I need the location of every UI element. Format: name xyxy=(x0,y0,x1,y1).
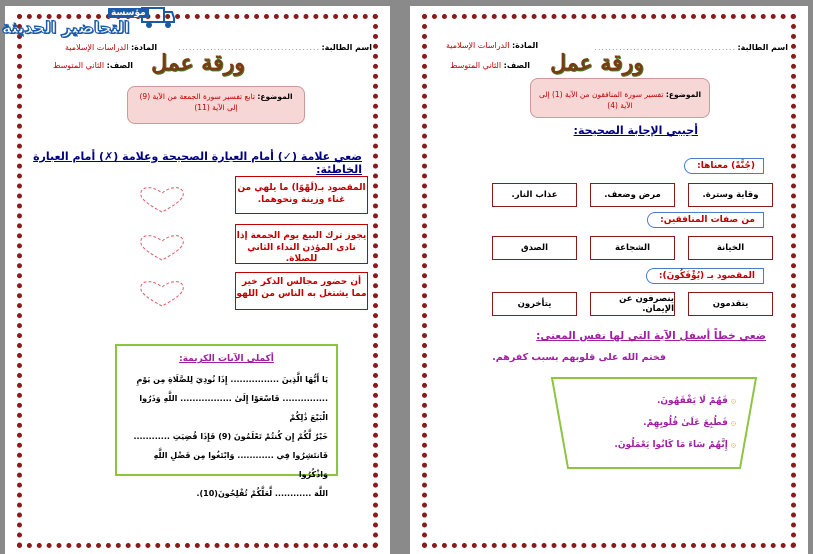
verse-line: اللَّهَ ............ لَّعَلَّكُمْ تُفْلِحُونَ(10). xyxy=(196,489,328,498)
verse-line: يَا أَيُّهَا الَّذِينَ ................ إِذَا نُودِيَ لِلصَّلَاةِ مِن يَوْمِ xyxy=(136,375,328,384)
answer-heart-1[interactable] xyxy=(137,186,187,214)
q3-option-1[interactable]: يتقدمون xyxy=(688,292,773,316)
watermark-line-2: التحاضير الحديثة xyxy=(2,18,130,37)
meaning-sentence: فختم الله على قلوبهم بسبب كفرهم. xyxy=(492,352,666,363)
verse-options-list xyxy=(614,390,736,456)
subject-value: الدراسات الإسلامية xyxy=(446,41,510,50)
page-title: ورقة عمل xyxy=(550,50,644,76)
student-name-line: اسم الطالبة: xyxy=(737,43,788,52)
subject-label: المادة: xyxy=(511,41,539,50)
mcq-instruction: أجيبي الإجابة الصحيحة: xyxy=(573,124,698,137)
topic-box: الموضوع: تابع تفسير سورة الجمعة من الآية (9) إلى الآية (11) xyxy=(127,86,305,124)
verses-box xyxy=(115,344,338,498)
q2-option-3[interactable]: الصدق xyxy=(492,236,577,260)
question-2-label: من صفات المنافقين: xyxy=(647,212,764,228)
watermark-line-1: مؤسسة xyxy=(108,8,149,18)
student-name-line: اسم الطالبة: xyxy=(321,43,372,52)
verse-line: ............... فَاسْعَوْا إِلَىٰ ................. اللَّهِ وَذَرُوا الْبَيْعَ ذَٰلِكُمْ xyxy=(139,394,328,422)
q1-option-3[interactable]: عذاب النار. xyxy=(492,183,577,207)
statement-2: يجوز ترك البيع يوم الجمعة إذا نادى المؤذن النداء الثاني للصلاة. xyxy=(235,224,368,264)
verse-line: خَيْرٌ لَّكُمْ إِن كُنتُمْ تَعْلَمُونَ (9) فَإِذَا قُضِيَتِ ............ xyxy=(133,432,328,441)
underline-instruction: ضعي خطاً أسفل الآية التي لها نفس المعنى: xyxy=(536,330,766,342)
q1-option-1[interactable]: وقاية وسترة. xyxy=(688,183,773,207)
statement-3: أن حضور مجالس الذكر خير مما يشتغل به الناس من اللهو xyxy=(235,272,368,310)
grade-value: الثاني المتوسط xyxy=(450,61,502,70)
page-title: ورقة عمل xyxy=(151,50,245,76)
topic-box: الموضوع: تفسير سورة المنافقون من الآية (1) إلى الآية (4) xyxy=(530,78,710,118)
verse-line: فَانتَشِرُوا فِي ............ وَابْتَغُوا مِن فَضْلِ اللَّهِ وَاذْكُرُوا xyxy=(153,451,328,479)
student-name-blank: ........................................ xyxy=(594,43,736,52)
tf-instruction: ضعي علامة (✓) أمام العبارة الصحيحة وعلامة (✗) أمام العبارة الخاطئة: xyxy=(33,150,362,176)
answer-heart-2[interactable] xyxy=(137,234,187,262)
grade-label: الصف: xyxy=(106,61,133,70)
q2-option-1[interactable]: الخيانة xyxy=(688,236,773,260)
statement-1: المقصود بـ(لَهْوًا) ما يلهي من غناء وزينة ونحوهما. xyxy=(235,176,368,214)
verse-option-1[interactable]: ۞ فَهُمْ لَا يَفْقَهُونَ. xyxy=(656,396,736,406)
question-1-label: (جُنَّةً) معناها: xyxy=(684,158,764,174)
q3-option-3[interactable]: يتأخرون xyxy=(492,292,577,316)
q3-option-2[interactable]: ينصرفون عن الإيمان. xyxy=(590,292,675,316)
worksheet-page-left xyxy=(5,6,390,554)
subject-value: الدراسات الإسلامية xyxy=(65,43,129,52)
watermark-logo xyxy=(0,0,180,44)
grade-value: الثاني المتوسط xyxy=(53,61,105,70)
grade-label: الصف: xyxy=(503,61,530,70)
q1-option-2[interactable]: مرض وضعف. xyxy=(590,183,675,207)
subject-label: المادة: xyxy=(130,43,158,52)
question-3-label: المقصود بـ (يُؤْفَكُونَ): xyxy=(646,268,764,284)
worksheet-page-right xyxy=(410,6,808,554)
verse-option-2[interactable]: ۞ فَطُبِعَ عَلَىٰ قُلُوبِهِمْ. xyxy=(643,418,736,428)
student-name-blank: ........................................ xyxy=(178,43,320,52)
verses-title: أكملي الآيات الكريمة: xyxy=(179,354,274,364)
q2-option-2[interactable]: الشجاعة xyxy=(590,236,675,260)
answer-heart-3[interactable] xyxy=(137,280,187,308)
verse-option-3[interactable]: ۞ إِنَّهُمْ سَاءَ مَا كَانُوا يَعْمَلُونَ. xyxy=(614,440,736,450)
